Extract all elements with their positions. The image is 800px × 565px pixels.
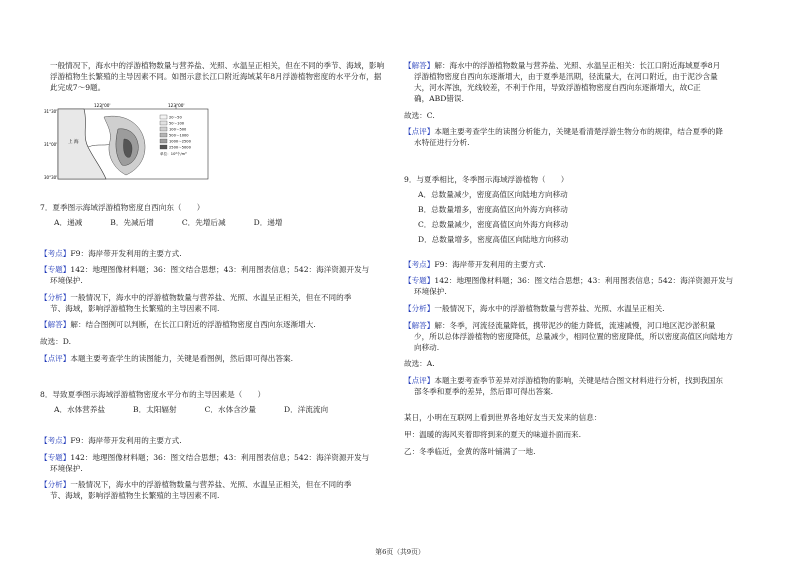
legend-swatch-2: [160, 121, 167, 125]
lat-label-1: 31°30': [44, 108, 58, 114]
q8-jieda: 【解答】解：海水中的浮游植物数量与营养盐、光照、水温呈正相关：长江口附近海域夏季8月 浮游植物密度自西向东逐渐增大，由于夏季是汛期，径流量大，在河口附近，由于泥沙含量 大，河水浑浊，光线较差，不利于作用，导致浮游植物密度自西向东逐渐增大，故C正 确，ABD错误.: [404, 61, 721, 103]
q7-answer: 故选：D.: [40, 336, 72, 346]
lon-label-1: 122°00': [94, 102, 111, 108]
legend-label-4: 500～1000: [169, 133, 189, 138]
legend-unit: 单位：10⁴个/m³: [160, 151, 187, 156]
q9-answer: 故选：A.: [404, 359, 435, 369]
legend-label-3: 100～500: [169, 127, 187, 132]
q7-option-a: A．递减: [54, 217, 83, 227]
q9-option-a: A．总数量减少，密度高值区向陆地方向移动: [418, 189, 568, 199]
plankton-density-map: [44, 103, 214, 185]
question-9-options: [418, 189, 759, 245]
legend-label-5: 1000～2500: [169, 139, 191, 144]
legend-swatch-4: [160, 133, 167, 137]
q8-fenxi: 【分析】一般情况下，海水中的浮游植物数量与营养盐、光照、水温呈正相关，但在不同的季 节、海域，影响浮游植物生长繁殖的主导因素不同.: [40, 480, 352, 501]
legend-swatch-1: [160, 115, 167, 119]
place-label: 上 海: [68, 139, 79, 145]
q7-jieda: 【解答】解：结合图例可以判断，在长江口附近的浮游植物密度自西向东逐渐增大.: [40, 320, 316, 330]
q9-option-c: C．总数量减少，密度高值区向外海方向移动: [418, 219, 569, 229]
q7-kaodian: 【考点】F9：海岸带开发利用的主要方式.: [40, 248, 182, 258]
left-column: [40, 60, 385, 507]
q8-option-a: A．水体营养盐: [54, 405, 106, 415]
question-7-options: [54, 217, 385, 228]
q8-option-c: C．水体含沙量: [204, 405, 256, 415]
question-8-stem: 8．导致夏季图示海域浮游植物密度水平分布的主导因素是（ ）: [40, 390, 266, 400]
q8-kaodian: 【考点】F9：海岸带开发利用的主要方式.: [40, 436, 182, 446]
q7-option-b: B．先减后增: [110, 217, 154, 227]
fenxi-tag: 【分析】: [40, 292, 71, 302]
q8-option-d: D．洋流流向: [283, 405, 329, 415]
q9-option-b: B．总数量增多，密度高值区向外海方向移动: [418, 204, 568, 214]
q9-kaodian: 【考点】F9：海岸带开发利用的主要方式.: [404, 259, 546, 269]
dianping-tag: 【点评】: [40, 353, 71, 363]
legend-swatch-3: [160, 127, 167, 131]
zhuanti-tag: 【专题】: [40, 265, 71, 275]
q7-zhuanti: 【专题】142：地理图像材料题；36：图文结合思想；43：利用图表信息；542：海洋资源开发与 环境保护.: [40, 265, 370, 286]
map-legend: [160, 115, 192, 156]
legend-swatch-5: [160, 139, 167, 143]
kaodian-tag: 【考点】: [40, 248, 71, 258]
land-area: [58, 109, 106, 179]
q7-option-d: D．递增: [253, 217, 283, 227]
q8-dianping: 【点评】本题主要考查学生的读图分析能力，关键是看清楚浮游生物分布的规律，结合夏季的降 水特征进行分析.: [404, 127, 723, 148]
q7-fenxi: 【分析】一般情况下，海水中的浮游植物数量与营养盐、光照、水温呈正相关，但在不同的季 节、海域，影响浮游植物生长繁殖的主导因素不同.: [40, 292, 352, 313]
q7-option-c: C．先增后减: [181, 217, 226, 227]
q9-jieda: 【解答】解：冬季，河流径流量降低，携带泥沙的能力降低，流速减慢，河口地区泥沙淤积量 少，所以总体浮游植物的密度降低，总量减少，相同位置的密度降低，所以密度高值区向陆地方 向移动.: [404, 320, 733, 352]
legend-label-2: 50～100: [169, 121, 185, 126]
legend-label-6: 2500～5000: [169, 145, 191, 150]
q9-fenxi: 【分析】一般情况下，海水中的浮游植物数量与营养盐、光照、水温呈正相关.: [404, 303, 665, 313]
q9-dianping: 【点评】本题主要考查季节差异对浮游植物的影响，关键是结合图文材料进行分析，找到我国东 部冬季和夏季的差异，然后即可得出答案.: [404, 375, 723, 396]
right-column: [404, 60, 759, 462]
legend-label-1: 20～50: [169, 115, 182, 120]
q7-dianping: 【点评】本题主要考查学生的读图能力，关键是看图例，然后即可得出答案.: [40, 353, 294, 363]
jieda-tag: 【解答】: [40, 320, 71, 330]
lon-label-2: 123°00': [168, 102, 185, 108]
story-intro: 某日，小明在互联网上看到世界各地好友当天发来的信息：: [404, 413, 602, 423]
lat-label-3: 30°30': [44, 174, 58, 180]
story-line-jia: 甲：温暖的海风夹着即将到来的夏天的味道扑面而来.: [404, 429, 582, 439]
q8-answer: 故选：C.: [404, 110, 435, 120]
legend-swatch-6: [160, 145, 167, 149]
q8-zhuanti: 【专题】142：地理图像材料题；36：图文结合思想；43：利用图表信息；542：海洋资源开发与 环境保护.: [40, 452, 370, 473]
question-8-options: [54, 404, 385, 415]
story-line-yi: 乙：冬季临近，金黄的落叶铺满了一地.: [404, 446, 536, 456]
question-7-stem: 7．夏季图示海域浮游植物密度自西向东（ ）: [40, 202, 205, 212]
lat-label-2: 31°00': [44, 141, 58, 147]
intro-paragraph: 一般情况下，海水中的浮游植物数量与营养盐、光照、水温呈正相关，但在不同的季节、海域，影响浮游植物生长繁殖的主导因素不同。如图示意长江口附近海域某年8月浮游植物密度的水平分布，据此完成7～9题。: [50, 61, 385, 92]
q9-option-d: D．总数量增多，密度高值区向陆地方向移动: [418, 234, 569, 244]
page-footer: 第6页（共9页）: [375, 548, 425, 556]
q8-option-b: B．太阳辐射: [133, 405, 177, 415]
q9-zhuanti: 【专题】142：地理图像材料题；36：图文结合思想；43：利用图表信息；542：海洋资源开发与 环境保护.: [404, 276, 734, 297]
question-9-stem: 9．与夏季相比，冬季图示海域浮游植物（ ）: [404, 174, 569, 184]
